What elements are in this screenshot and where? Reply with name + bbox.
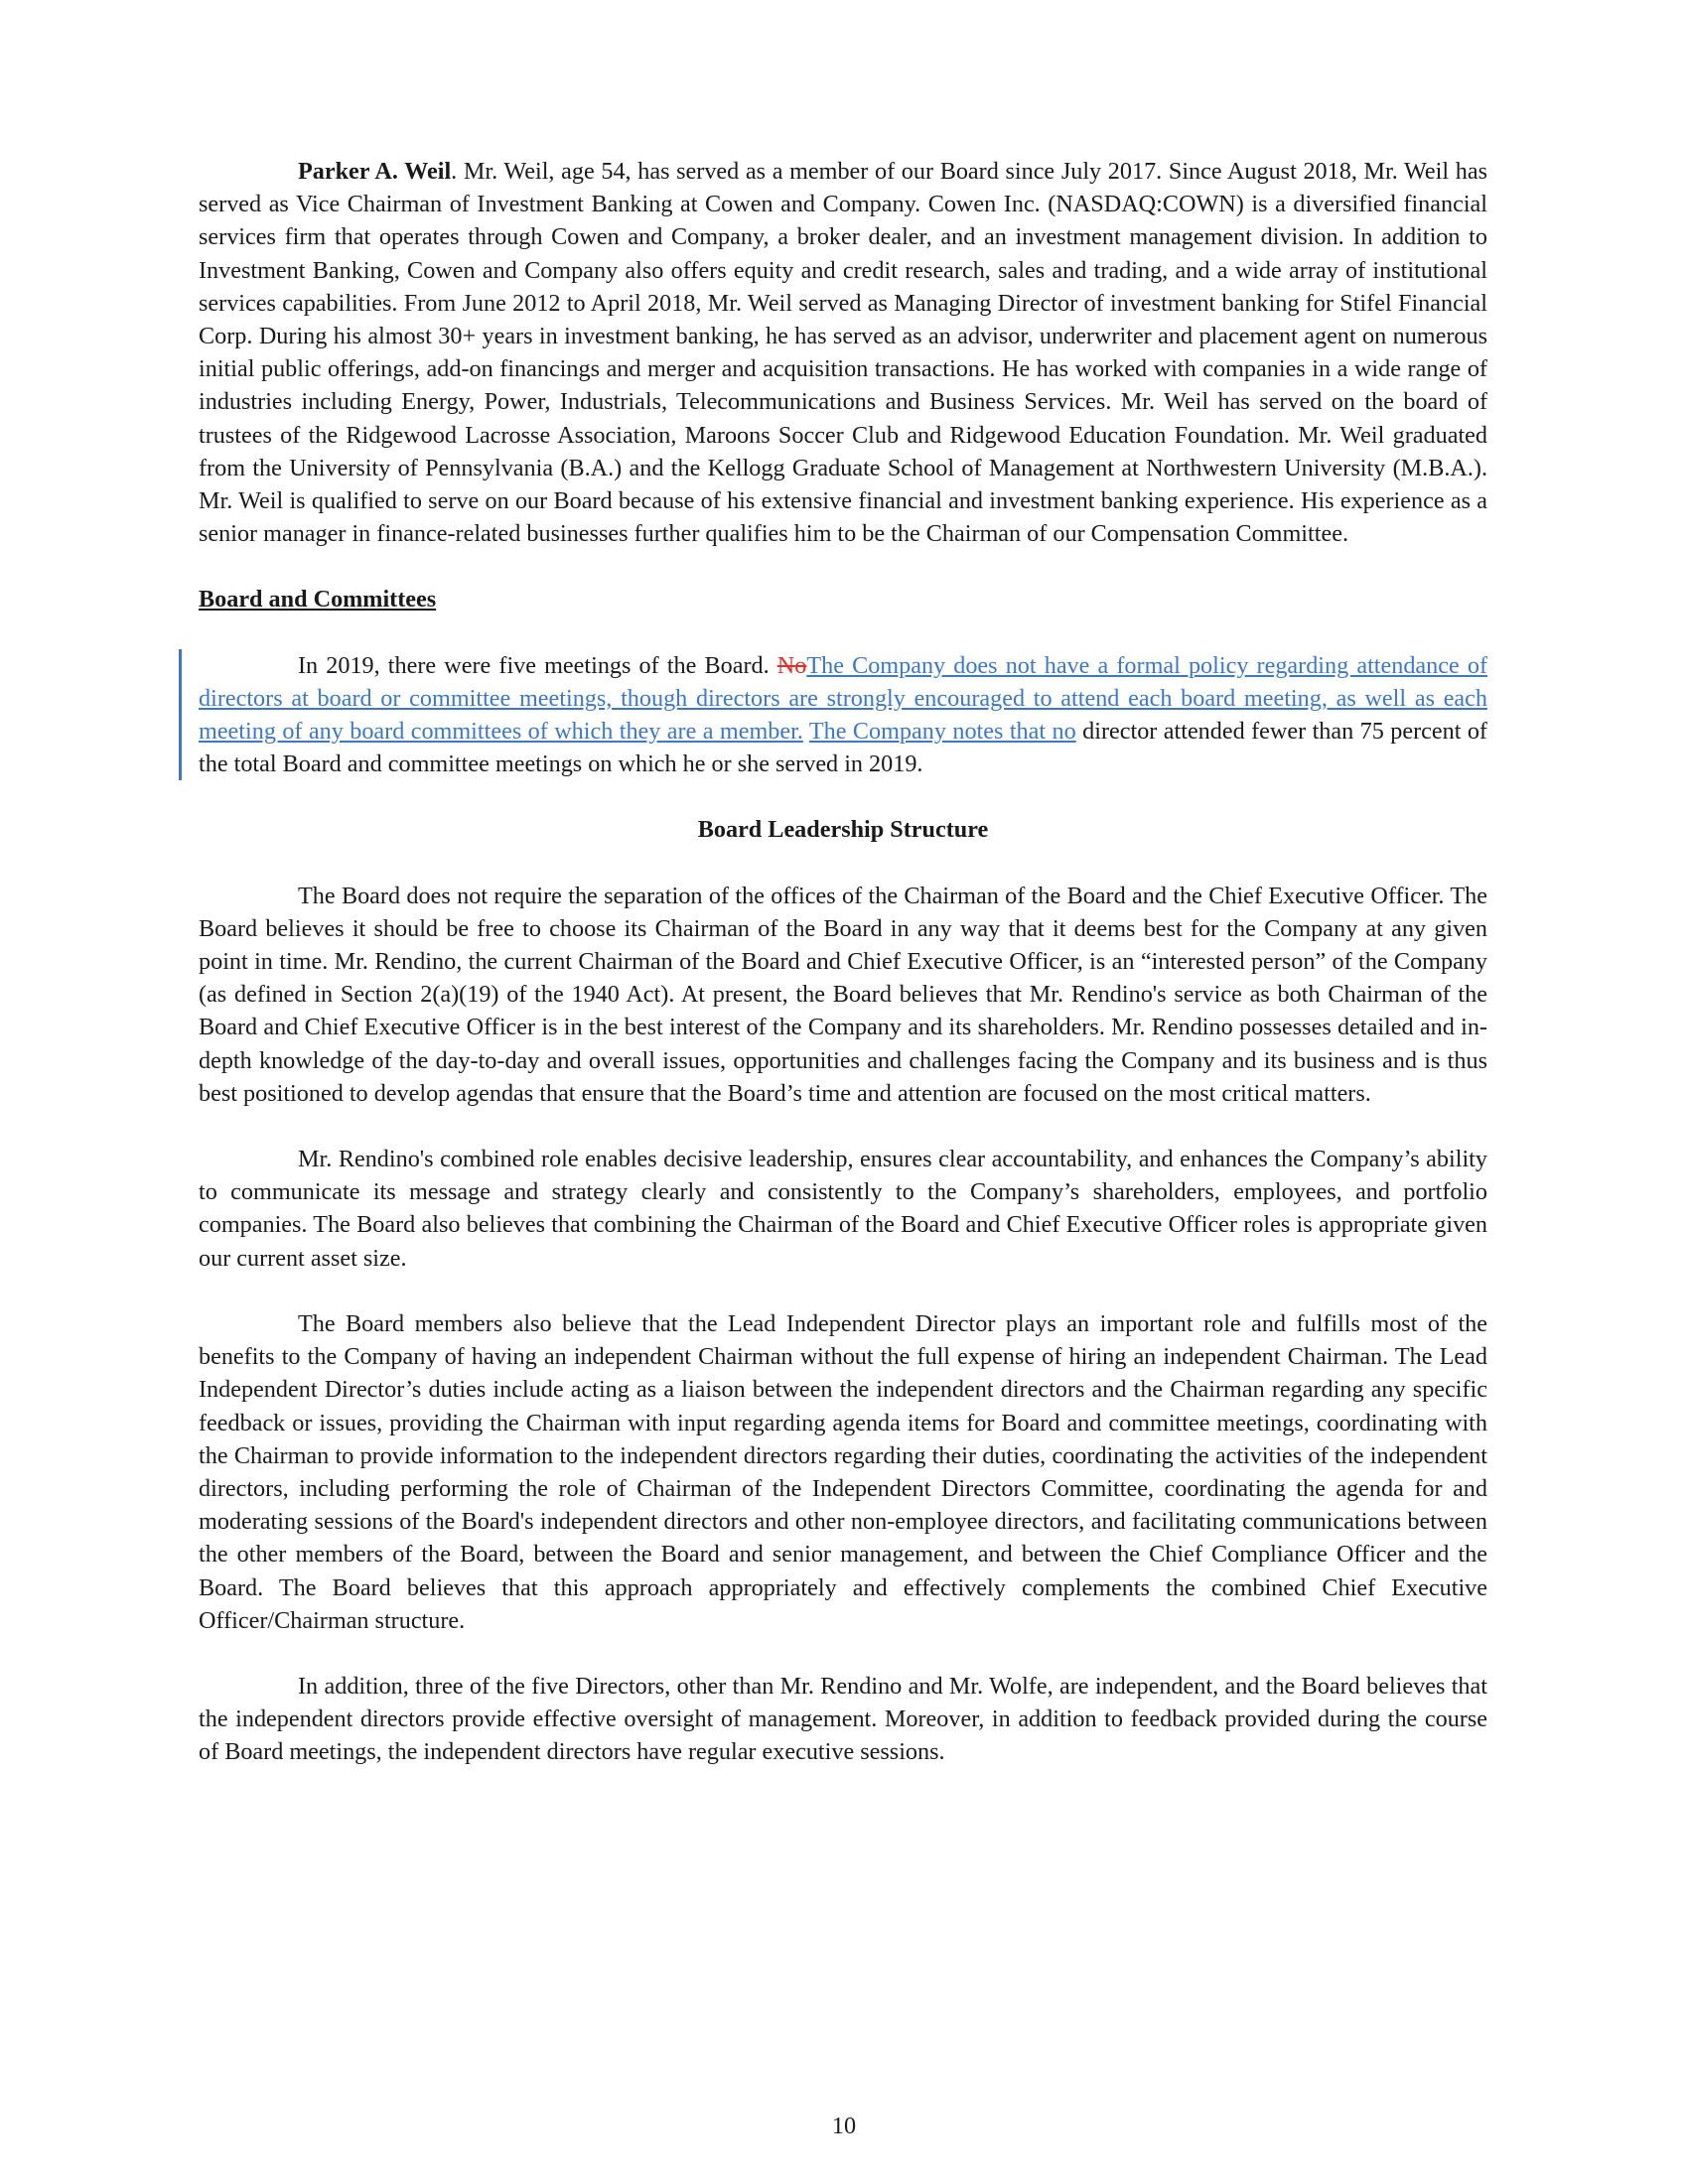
change-bar bbox=[179, 649, 182, 780]
leadership-heading: Board Leadership Structure bbox=[697, 816, 989, 844]
leadership-paragraph-2: Mr. Rendino's combined role enables decisive leadership, ensures clear accountability, and enhances the Company’s ability to communicate its message and strategy clearly and consistently to the Company’s shareholders, employees, and portfolio companies. The Board also believes that combining the Chairman of the Board and Chief Executive Officer roles is appropriate given our current asset size. bbox=[199, 1146, 1487, 1272]
inserted-text-notes: The Company notes that no bbox=[808, 718, 1076, 746]
weil-bio-text: . Mr. Weil, age 54, has served as a member of our Board since July 2017. Since August 2018, Mr. Weil has served as Vice Chairman of Investment Banking at Cowen and Company. Cowen Inc. (NASDAQ:COWN) is a diversified financial services firm that operates through Cowen and Company, a broker dealer, and an investment management division. In addition to Investment Banking, Cowen and Company also offers equity and credit research, sales and trading, and a wide array of institutional services capabilities. From June 2012 to April 2018, Mr. Weil served as Managing Director of investment banking for Stifel Financial Corp. During his almost 30+ years in investment banking, he has served as an advisor, underwriter and placement agent on numerous initial public offerings, add-on financings and merger and acquisition transactions. He has worked with companies in a wide range of industries including Energy, Power, Industrials, Telecommunications and Business Services. Mr. Weil has served on the board of trustees of the Ridgewood Lacrosse Association, Maroons Soccer Club and Ridgewood Education Foundation. Mr. Weil graduated from the University of Pennsylvania (B.A.) and the Kellogg Graduate School of Management at Northwestern University (M.B.A.). Mr. Weil is qualified to serve on our Board because of his extensive financial and investment banking experience. His experience as a senior manager in finance-related businesses further qualifies him to be the Chairman of our Compensation Committee. bbox=[199, 158, 1487, 548]
board-meetings-paragraph bbox=[199, 649, 1487, 781]
document-page bbox=[199, 155, 1487, 1769]
director-name: Parker A. Weil bbox=[298, 158, 452, 185]
tracked-change-block bbox=[199, 649, 1487, 781]
meetings-text: In 2019, there were five meetings of the Board. bbox=[298, 651, 777, 679]
attendance-text: director attended fewer than 75 percent of the total Board and committee meetings on which he or she served in 2019. bbox=[199, 718, 1487, 778]
deleted-text: No bbox=[776, 651, 807, 679]
leadership-paragraph-1: The Board does not require the separation of the offices of the Chairman of the Board and the Chief Executive Officer. The Board believes it should be free to choose its Chairman of the Board in any way that it deems best for the Company at any given point in time. Mr. Rendino, the current Chairman of the Board and Chief Executive Officer, is an “interested person” of the Company (as defined in Section 2(a)(19) of the 1940 Act). At present, the Board believes that Mr. Rendino's service as both Chairman of the Board and Chief Executive Officer is in the best interest of the Company and its shareholders. Mr. Rendino possesses detailed and in-depth knowledge of the day-to-day and overall issues, opportunities and challenges facing the Company and its business and is thus best positioned to develop agendas that ensure that the Board’s time and attention are focused on the most critical matters. bbox=[199, 882, 1487, 1107]
weil-bio-paragraph bbox=[199, 155, 1487, 550]
leadership-paragraph-4: In addition, three of the five Directors, other than Mr. Rendino and Mr. Wolfe, are independent, and the Board believes that the independent directors provide effective oversight of management. Moreover, in addition to feedback provided during the course of Board meetings, the independent directors have regular executive sessions. bbox=[199, 1672, 1487, 1766]
board-committees-heading: Board and Committees bbox=[199, 586, 437, 614]
leadership-paragraph-3: The Board members also believe that the Lead Independent Director plays an important role and fulfills most of the benefits to the Company of having an independent Chairman without the full expense of hiring an independent Chairman. The Lead Independent Director’s duties include acting as a liaison between the independent directors and the Chairman regarding any specific feedback or issues, providing the Chairman with input regarding agenda items for Board and committee meetings, coordinating with the Chairman to provide information to the independent directors regarding their duties, coordinating the activities of the independent directors, including performing the role of Chairman of the Independent Directors Committee, coordinating the agenda for and moderating sessions of the Board's independent directors and other non-employee directors, and facilitating communications between the other members of the Board, between the Board and senior management, and between the Chief Compliance Officer and the Board. The Board believes that this approach appropriately and effectively complements the combined Chief Executive Officer/Chairman structure. bbox=[199, 1309, 1487, 1634]
inserted-text-policy: The Company does not have a formal policy regarding attendance of directors at board or committee meetings, though directors are strongly encouraged to attend each board meeting, as well as each meeting of any board committees of which they are a member. bbox=[199, 651, 1487, 746]
page-number: 10 bbox=[831, 2113, 857, 2139]
